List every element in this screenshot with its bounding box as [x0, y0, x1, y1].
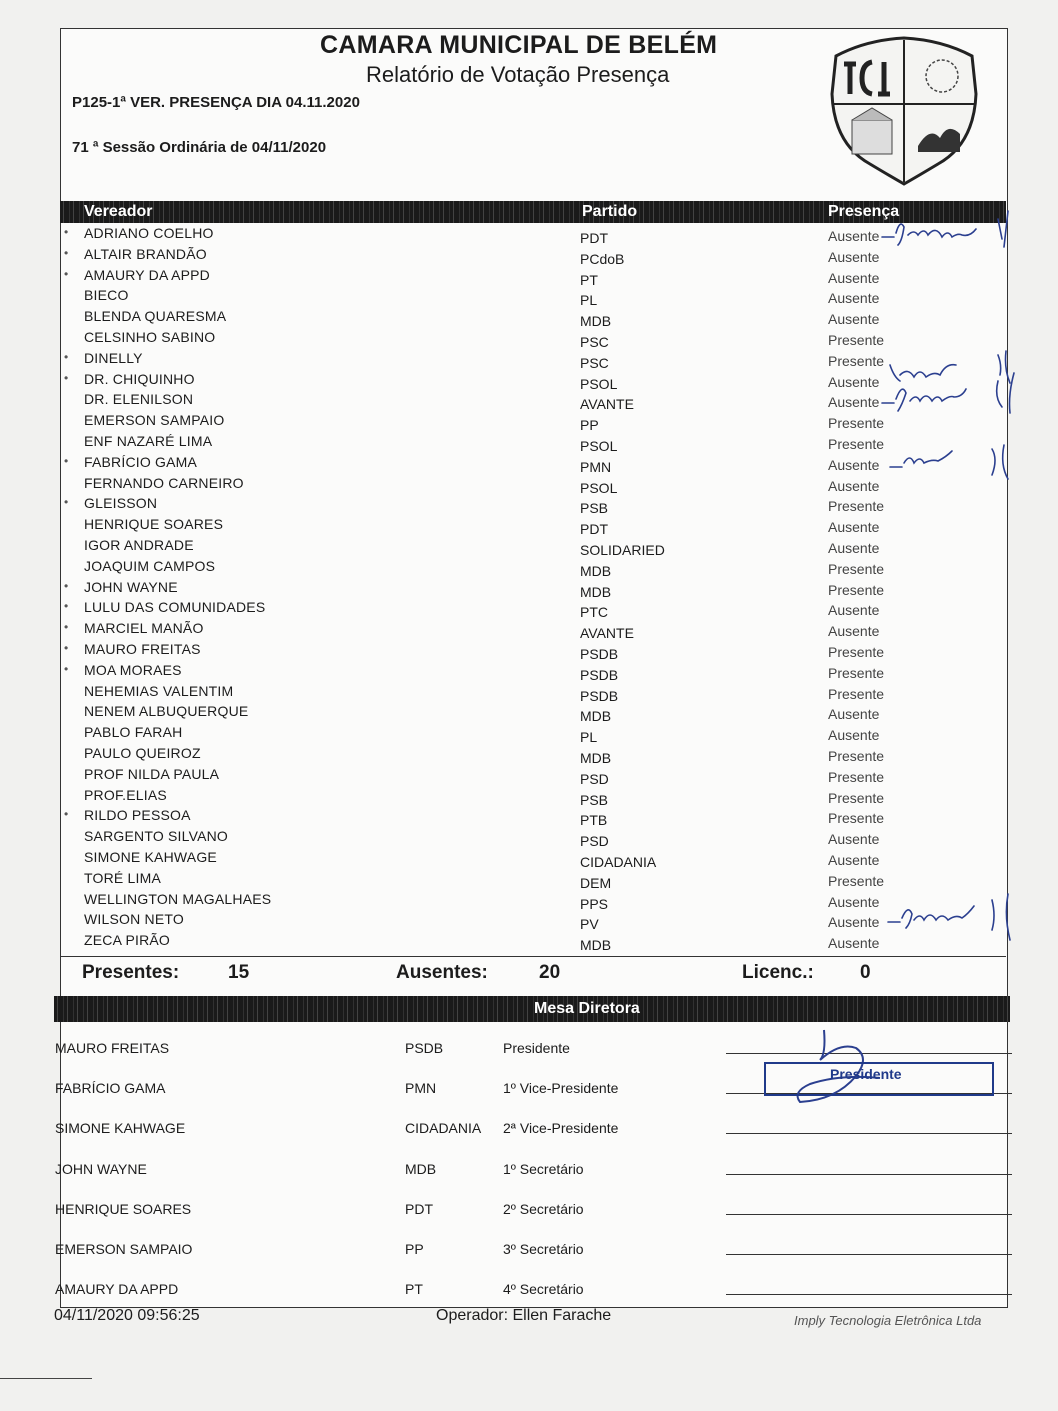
board-member-name: JOHN WAYNE	[55, 1160, 147, 1177]
vereador-presence: Ausente	[828, 228, 880, 244]
board-member-role: 2º Secretário	[503, 1200, 584, 1217]
vereador-name: NENEM ALBUQUERQUE	[84, 703, 249, 720]
vereador-party: PT	[580, 271, 598, 288]
vereador-presence: Presente	[828, 435, 885, 452]
board-member-name: SIMONE KAHWAGE	[55, 1120, 186, 1137]
vereador-party: MDB	[580, 562, 612, 579]
board-member-name: EMERSON SAMPAIO	[55, 1241, 193, 1257]
vereador-party: DEM	[580, 874, 612, 891]
vereador-name: PROF.ELIAS	[84, 786, 167, 803]
board-member-role: 2ª Vice-Presidente	[503, 1120, 619, 1137]
vereador-presence: Ausente	[828, 456, 880, 473]
vereador-name: JOHN WAYNE	[84, 578, 178, 595]
vereador-presence: Ausente	[828, 373, 880, 390]
vereador-party: PSDB	[580, 687, 619, 704]
board-member-name: MAURO FREITAS	[55, 1040, 170, 1056]
present-label: Presentes:	[82, 962, 180, 983]
table-row	[0, 599, 1058, 620]
vereador-name: DINELLY	[84, 349, 143, 366]
vereador-name: ZECA PIRÃO	[84, 932, 171, 949]
report-subtitle: Relatório de Votação Presença	[366, 62, 670, 87]
row-bullet: •	[64, 661, 69, 676]
vereador-presence: Presente	[828, 331, 885, 348]
vereador-name: AMAURY DA APPD	[84, 266, 210, 283]
handwritten-justification-marks	[880, 205, 1058, 525]
vereador-presence: Ausente	[828, 394, 880, 411]
vereador-presence: Presente	[828, 810, 885, 827]
vereador-presence: Presente	[828, 498, 885, 515]
row-bullet: •	[64, 370, 69, 385]
vereador-presence: Ausente	[828, 914, 880, 931]
report-datetime: 04/11/2020 09:56:25	[54, 1307, 200, 1324]
license-count: 0	[860, 962, 871, 983]
vereador-name: PAULO QUEIROZ	[84, 744, 201, 761]
vereador-presence: Ausente	[828, 893, 880, 910]
vereador-presence: Ausente	[828, 727, 880, 744]
vereador-party: PSDB	[580, 645, 619, 662]
vereador-party: PDT	[580, 521, 608, 538]
vereador-party: PSOL	[580, 437, 618, 454]
report-title: CAMARA MUNICIPAL DE BELÉM	[320, 31, 718, 59]
present-count: 15	[228, 962, 250, 983]
page-edge-mark	[0, 1378, 92, 1379]
table-row	[0, 724, 1058, 745]
vereador-presence: Presente	[828, 747, 885, 764]
row-bullet: •	[64, 349, 69, 364]
vereador-party: MDB	[580, 313, 612, 330]
vereador-name: ADRIANO COELHO	[84, 225, 214, 241]
board-member-role: Presidente	[503, 1040, 570, 1056]
signature-line	[726, 1214, 1012, 1215]
vereador-name: PROF NILDA PAULA	[84, 765, 220, 782]
vereador-party: PL	[580, 729, 598, 746]
vereador-presence: Presente	[828, 768, 885, 785]
vereador-party: CIDADANIA	[580, 853, 657, 870]
totals-bar	[60, 956, 1006, 993]
vereador-party: MDB	[580, 937, 612, 954]
vereador-party: PTC	[580, 604, 608, 621]
vereador-presence: Presente	[828, 415, 885, 432]
vereador-name: WILSON NETO	[84, 911, 184, 928]
board-member-row	[0, 1120, 1058, 1160]
row-bullet: •	[64, 453, 69, 468]
row-bullet: •	[64, 225, 69, 239]
vereador-name: EMERSON SAMPAIO	[84, 412, 225, 429]
vereador-name: BLENDA QUARESMA	[84, 308, 227, 325]
vereador-name: MAURO FREITAS	[84, 640, 201, 657]
vereador-presence: Ausente	[828, 311, 880, 328]
vereador-name: WELLINGTON MAGALHAES	[84, 890, 272, 907]
vereador-name: NEHEMIAS VALENTIM	[84, 682, 234, 699]
vereador-party: PSB	[580, 500, 609, 517]
table-row	[0, 662, 1058, 683]
vereador-name: DR. CHIQUINHO	[84, 370, 195, 387]
vereador-presence: Ausente	[828, 477, 880, 494]
vereador-party: MDB	[580, 749, 612, 766]
board-member-role: 4º Secretário	[503, 1281, 584, 1298]
vereador-party: AVANTE	[580, 625, 634, 642]
table-row	[0, 683, 1058, 704]
vendor-label: Imply Tecnologia Eletrônica Ltda	[794, 1313, 982, 1328]
session-label: 71 ª Sessão Ordinária de 04/11/2020	[72, 139, 327, 156]
board-member-party: CIDADANIA	[405, 1120, 482, 1137]
table-row	[0, 787, 1058, 808]
vereador-name: HENRIQUE SOARES	[84, 516, 224, 533]
table-row	[0, 579, 1058, 600]
table-row	[0, 558, 1058, 579]
vereador-presence: Ausente	[828, 851, 880, 868]
vereador-presence: Presente	[828, 664, 885, 681]
signature-line	[726, 1133, 1012, 1134]
absent-label: Ausentes:	[396, 962, 488, 983]
table-row	[0, 641, 1058, 662]
vereador-name: TORÉ LIMA	[84, 869, 162, 886]
board-member-party: PSDB	[405, 1040, 444, 1056]
vereador-party: PTB	[580, 812, 608, 829]
vereador-name: RILDO PESSOA	[84, 807, 191, 824]
vereador-name: LULU DAS COMUNIDADES	[84, 599, 266, 616]
vereador-name: IGOR ANDRADE	[84, 536, 194, 553]
vereador-party: PSOL	[580, 375, 618, 392]
document-reference: P125-1ª VER. PRESENÇA DIA 04.11.2020	[72, 94, 360, 111]
signature-line	[726, 1294, 1012, 1295]
table-row	[0, 828, 1058, 849]
vereador-presence: Ausente	[828, 539, 880, 556]
board-member-role: 3º Secretário	[503, 1241, 584, 1257]
vereador-presence: Ausente	[828, 290, 880, 307]
vereador-name: PABLO FARAH	[84, 724, 183, 741]
vereador-presence: Ausente	[828, 706, 880, 723]
vereador-presence: Presente	[828, 872, 885, 889]
vereador-name: ALTAIR BRANDÃO	[84, 245, 207, 262]
table-row	[0, 537, 1058, 558]
row-bullet: •	[64, 620, 69, 635]
row-bullet: •	[64, 266, 69, 281]
board-member-party: MDB	[405, 1160, 437, 1177]
vereador-party: PSD	[580, 770, 609, 787]
signature-line	[726, 1254, 1012, 1255]
vereador-party: PSOL	[580, 479, 618, 496]
vereador-party: PSC	[580, 354, 609, 371]
board-member-name: HENRIQUE SOARES	[55, 1200, 192, 1217]
col-vereador: Vereador	[84, 203, 153, 220]
vereador-name: FABRÍCIO GAMA	[84, 453, 198, 470]
vereador-presence: Ausente	[828, 623, 880, 640]
vereador-party: MDB	[580, 583, 612, 600]
vereador-presence: Ausente	[828, 269, 880, 286]
vereador-name: CELSINHO SABINO	[84, 328, 216, 345]
vereador-party: PSD	[580, 833, 609, 850]
table-row	[0, 849, 1058, 870]
table-row	[0, 745, 1058, 766]
vereador-presence: Presente	[828, 685, 885, 702]
vereador-presence: Presente	[828, 581, 885, 598]
board-member-party: PMN	[405, 1080, 437, 1097]
vereador-name: MARCIEL MANÃO	[84, 620, 204, 637]
vereador-presence: Ausente	[828, 935, 880, 952]
vereador-party: PSDB	[580, 666, 619, 683]
vereador-name: SIMONE KAHWAGE	[84, 848, 217, 865]
vereador-presence: Ausente	[828, 602, 880, 619]
row-bullet: •	[64, 599, 69, 614]
vereador-presence: Ausente	[828, 248, 880, 265]
row-bullet: •	[64, 245, 69, 260]
vereador-party: PV	[580, 916, 599, 933]
board-member-role: 1º Secretário	[503, 1160, 584, 1177]
table-row	[0, 703, 1058, 724]
vereador-name: SARGENTO SILVANO	[84, 828, 229, 845]
col-partido: Partido	[582, 203, 638, 220]
board-member-party: PDT	[405, 1200, 433, 1217]
license-label: Licenc.:	[742, 962, 814, 983]
vereador-presence: Presente	[828, 643, 885, 660]
board-member-row	[0, 1201, 1058, 1241]
vereador-presence: Ausente	[828, 519, 880, 536]
mesa-diretora-title: Mesa Diretora	[534, 1000, 640, 1017]
board-member-party: PT	[405, 1281, 423, 1298]
vereador-presence: Presente	[828, 352, 885, 369]
vereador-party: PMN	[580, 458, 612, 475]
vereador-presence: Presente	[828, 560, 885, 577]
table-row	[0, 766, 1058, 787]
row-bullet: •	[64, 807, 69, 822]
vereador-name: MOA MORAES	[84, 661, 182, 678]
vereador-name: ENF NAZARÉ LIMA	[84, 432, 213, 449]
board-member-role: 1º Vice-Presidente	[503, 1080, 619, 1097]
board-member-row	[0, 1241, 1058, 1281]
table-row	[0, 620, 1058, 641]
vereador-party: MDB	[580, 708, 612, 725]
vereador-party: PSB	[580, 791, 609, 808]
vereador-presence: Presente	[828, 789, 885, 806]
row-bullet: •	[64, 640, 69, 655]
col-presenca: Presença	[828, 203, 900, 220]
vereador-name: BIECO	[84, 287, 129, 304]
vereador-name: FERNANDO CARNEIRO	[84, 474, 244, 491]
operator-label: Operador: Ellen Farache	[436, 1307, 612, 1324]
table-row	[0, 807, 1058, 828]
vereador-party: PP	[580, 417, 599, 434]
board-member-row	[0, 1161, 1058, 1201]
signature-line	[726, 1174, 1012, 1175]
board-member-name: FABRÍCIO GAMA	[55, 1080, 166, 1097]
city-crest-icon	[826, 34, 982, 188]
vereador-presence: Ausente	[828, 831, 880, 848]
vereador-name: GLEISSON	[84, 495, 158, 512]
board-member-party: PP	[405, 1241, 424, 1257]
president-stamp-label: Presidente	[830, 1066, 902, 1082]
vereador-table-header	[60, 201, 1006, 223]
handwritten-justification-mark-bottom	[880, 880, 1058, 950]
vereador-party: AVANTE	[580, 396, 634, 413]
vereador-party: PL	[580, 292, 598, 309]
vereador-party: PPS	[580, 895, 609, 912]
row-bullet: •	[64, 495, 69, 510]
vereador-party: PSC	[580, 333, 609, 350]
vereador-name: JOAQUIM CAMPOS	[84, 557, 216, 574]
board-member-name: AMAURY DA APPD	[55, 1281, 179, 1298]
absent-count: 20	[539, 962, 561, 983]
vereador-name: DR. ELENILSON	[84, 391, 194, 408]
vereador-party: PDT	[580, 230, 608, 246]
row-bullet: •	[64, 578, 69, 593]
vereador-party: PCdoB	[580, 250, 625, 267]
vereador-party: SOLIDARIED	[580, 541, 665, 558]
